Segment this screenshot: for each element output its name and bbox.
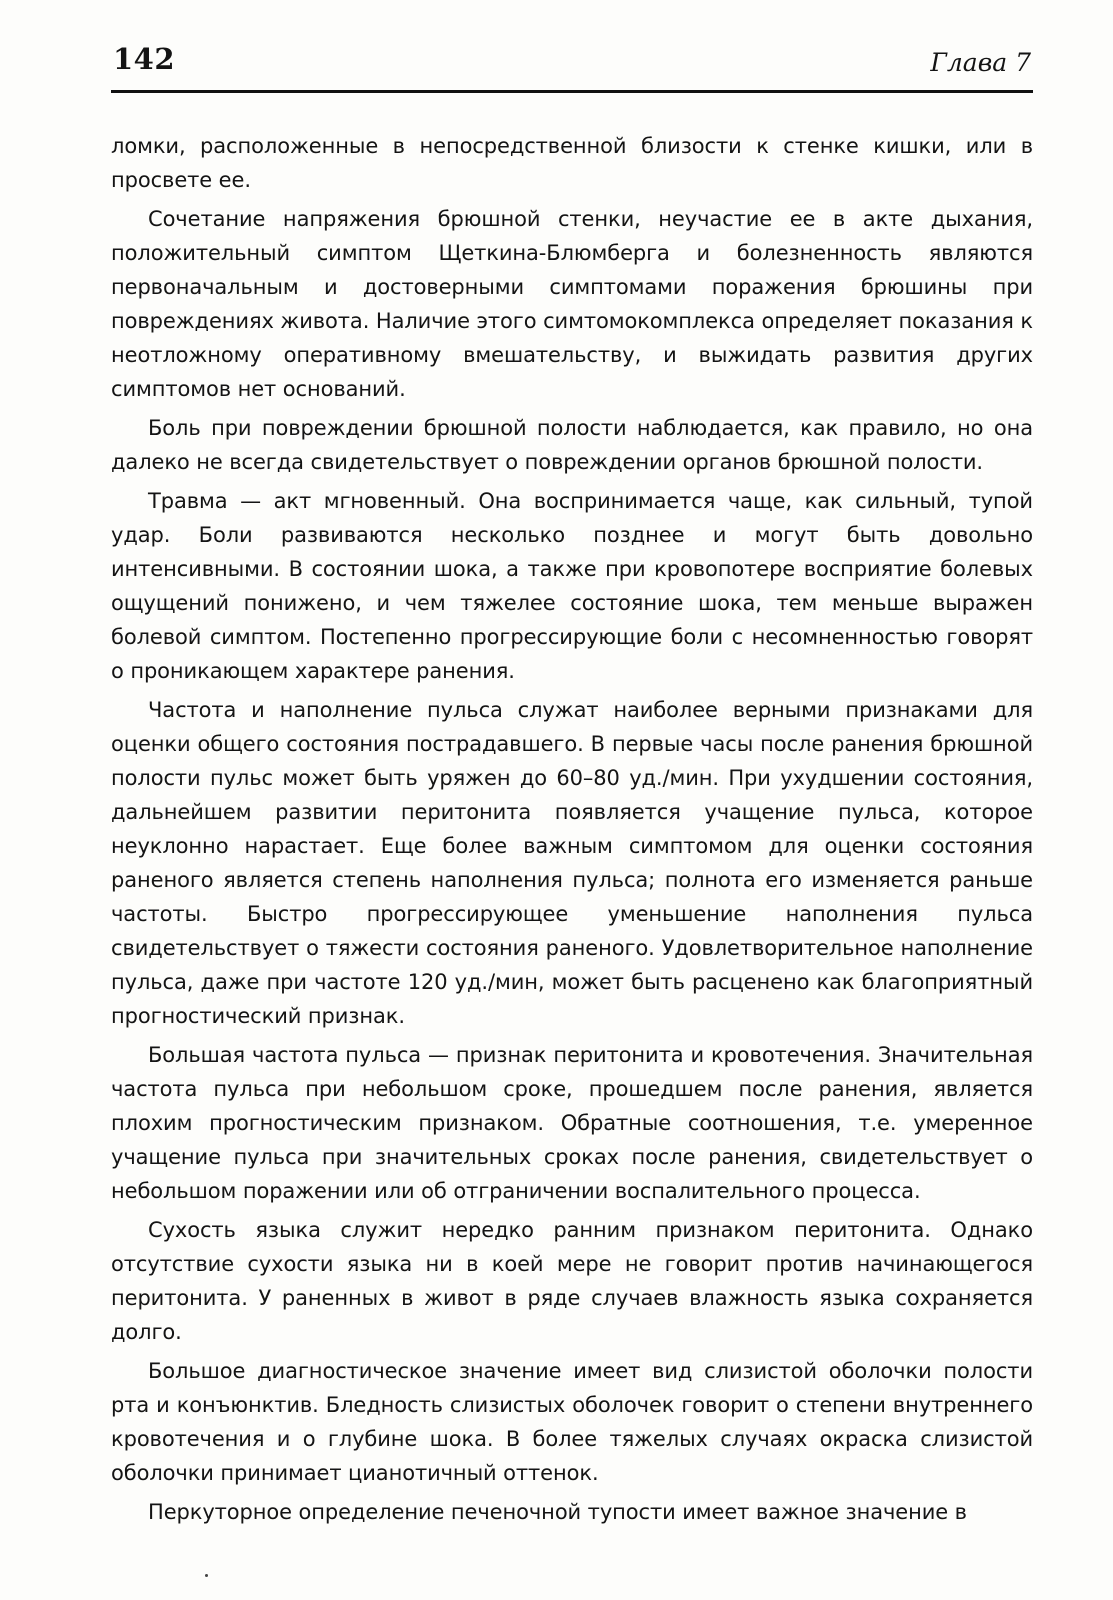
paragraph: Большая частота пульса — признак перитонита и кровотечения. Значительная частота пульса при небольшом сроке, прошедшем после ранения, является плохим прогностическим признаком. Обратные соотношения, т.е. умеренное учащение пульса при значительных сроках после ранения, свидетельствует о небольшом поражении или об отграничении воспалительного процесса.	[111, 1043, 1033, 1203]
page-number: 142	[113, 42, 176, 76]
chapter-title: Глава 7	[930, 48, 1031, 77]
paragraph: Сухость языка служит нередко ранним признаком перитонита. Однако отсутствие сухости языка ни в коей мере не говорит против начинающегося перитонита. У раненных в живот в ряде случаев влажность языка сохраняется долго.	[111, 1218, 1033, 1344]
body-text	[111, 129, 1033, 1529]
running-head	[111, 38, 1033, 93]
book-page	[111, 38, 1033, 1534]
paragraph: Боль при повреждении брюшной полости наблюдается, как правило, но она далеко не всегда свидетельствует о повреждении органов брюшной полости.	[111, 416, 1033, 474]
scan-speck	[205, 1574, 208, 1577]
paragraph: Большое диагностическое значение имеет вид слизистой оболочки полости рта и конъюнктив. Бледность слизистых оболочек говорит о степени внутреннего кровотечения и о глубине шока. В более тяжелых случаях окраска слизистой оболочки принимает цианотичный оттенок.	[111, 1359, 1033, 1485]
paragraph: Травма — акт мгновенный. Она воспринимается чаще, как сильный, тупой удар. Боли развиваются несколько позднее и могут быть довольно интенсивными. В состоянии шока, а также при кровопотере восприятие болевых ощущений понижено, и чем тяжелее состояние шока, тем меньше выражен болевой симптом. Постепенно прогрессирующие боли с несомненностью говорят о проникающем характере ранения.	[111, 489, 1033, 683]
paragraph: Частота и наполнение пульса служат наиболее верными признаками для оценки общего состояния пострадавшего. В первые часы после ранения брюшной полости пульс может быть уряжен до 60–80 уд./мин. При ухудшении состояния, дальнейшем развитии перитонита появляется учащение пульса, которое неуклонно нарастает. Еще более важным симптомом для оценки состояния раненого является степень наполнения пульса; полнота его изменяется раньше частоты. Быстро прогрессирующее уменьшение наполнения пульса свидетельствует о тяжести состояния раненого. Удовлетворительное наполнение пульса, даже при частоте 120 уд./мин, может быть расценено как благоприятный прогностический признак.	[111, 698, 1033, 1028]
paragraph: Сочетание напряжения брюшной стенки, неучастие ее в акте дыхания, положительный симптом Щеткина-Блюмберга и болезненность являются первоначальным и достоверными симптомами поражения брюшины при повреждениях живота. Наличие этого симтомокомплекса определяет показания к неотложному оперативному вмешательству, и выжидать развития других симптомов нет оснований.	[111, 207, 1033, 401]
paragraph: Перкуторное определение печеночной тупости имеет важное значение в	[148, 1500, 967, 1524]
paragraph: ломки, расположенные в непосредственной близости к стенке кишки, или в просвете ее.	[111, 134, 1033, 192]
